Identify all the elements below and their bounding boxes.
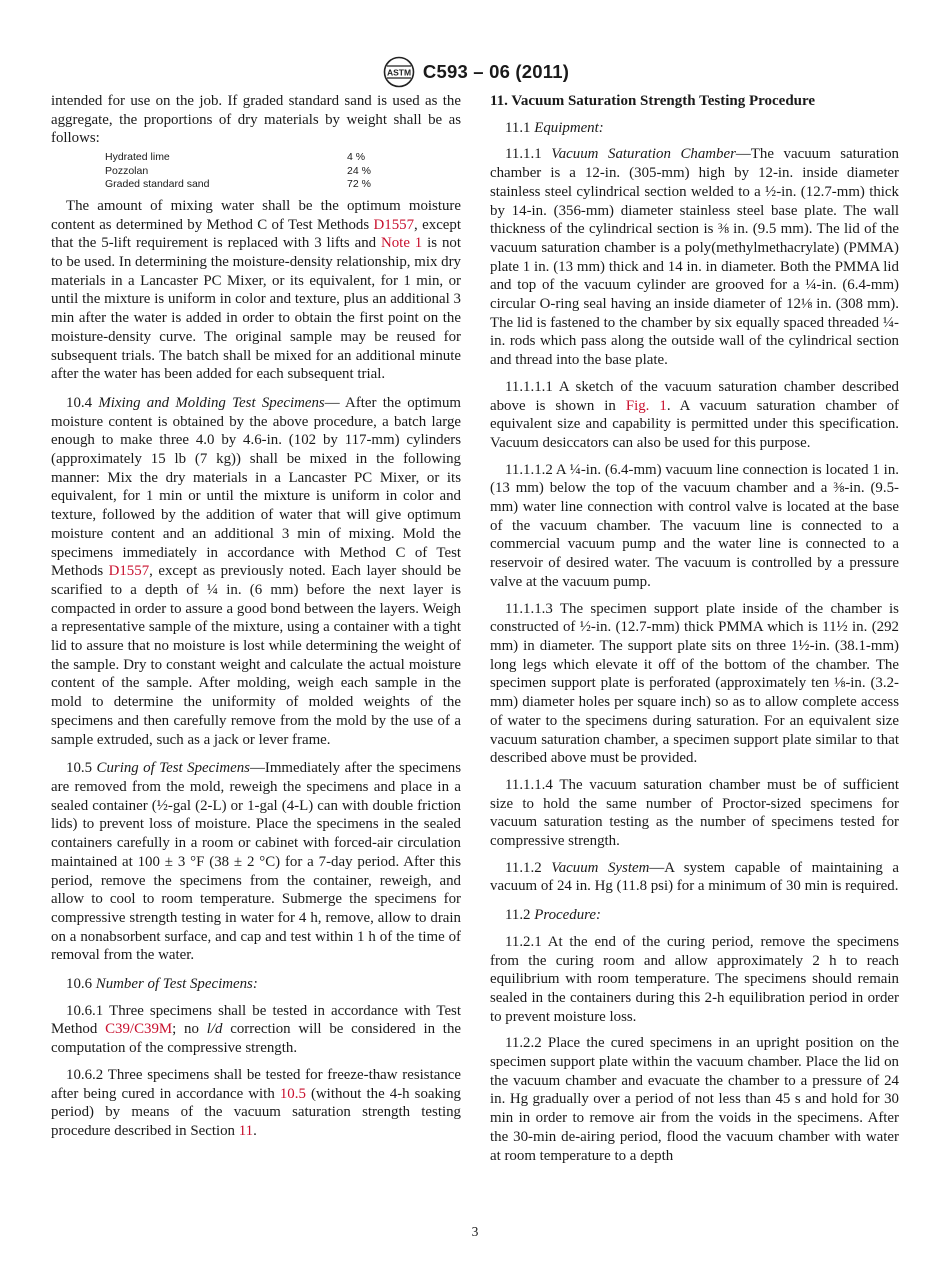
section-11-heading: 11. Vacuum Saturation Strength Testing Procedure [490,93,816,109]
link-section-11[interactable]: 11 [238,1122,254,1139]
link-d1557[interactable]: D1557 [108,563,150,580]
page-header [0,54,950,90]
section-11-2: 11.2 Procedure: [505,907,601,924]
section-10-5: 10.5 Curing of Test Specimens—Immediately after the specimens are removed from the mold, reweigh the specimens and place in a sealed container (½-gal (2-L) or 1-gal (4-L) can with double friction lids) to prevent loss of moisture. Place the specimens in the sealed containers carefully in a room or cabinet with forced-air circulation maintained at 100 ± 3 °F (38 ± 2 °C) for a 7-day period. After this period, remove the specimens from the container, reweigh, and allow to cool to room temperature. Submerge the specimens for compressive strength testing in water for 4 h, remove, allow to drain on a nonabsorbent surface, and cap and test within 1 h of the time of removal from the water. [51,760,461,964]
link-d1557[interactable]: D1557 [373,216,415,233]
section-11-1-2: 11.1.2 Vacuum System—A system capable of maintaining a vacuum of 24 in. Hg (11.8 psi) for a minimum of 30 min is required. [490,859,899,895]
mixture-name: Graded standard sand [105,178,210,191]
astm-logo-icon [381,56,417,88]
link-c39[interactable]: C39/C39M [105,1021,173,1038]
svg-text:ASTM: ASTM [386,67,411,78]
right-column [490,92,899,1165]
section-11-1-1-3: 11.1.1.3 The specimen support plate inside of the chamber is constructed of ½-in. (12.7-mm) thick PMMA which is 11½ in. (292 mm) in diameter. The support plate sits on three 1½-in. (38.1-mm) long legs which elevate it off of the bottom of the chamber. The specimen support plate is perforated (approximately ten ⅛-in. (3.2-mm) diameter holes per square inch) so as to allow complete access of water to the specimens during saturation. For an equivalent size vacuum saturation chamber, a specimen support plate similar to that described above must be provided. [490,600,899,767]
link-section-10-5[interactable]: 10.5 [279,1085,306,1102]
paragraph-mixing-water: The amount of mixing water shall be the optimum moisture content as determined by Method C of Test Methods D1557, except that the 5-lift requirement is replaced with 3 lifts and Note 1 is not to be used. In determining the moisture-density relationship, mix dry materials in a Lancaster PC Mixer, or its equivalent, for 1 min, or until the mixture is uniform in color and texture, plus an additional 3 min after the water is added in order to obtain the first point on the moisture-density curve. The original sample may be reused for subsequent trials. The batch shall be mixed for an additional minute after the water has been added for each subsequent trial. [51,197,461,383]
link-note-1[interactable]: Note 1 [380,235,423,252]
section-11-1: 11.1 Equipment: [505,119,604,136]
mixture-row [105,178,461,192]
left-column [51,92,461,1141]
mixture-name: Pozzolan [105,164,149,177]
section-10-4: 10.4 Mixing and Molding Test Specimens— After the optimum moisture content is obtained by the above procedure, a batch large enough to make three 4.0 by 4.6-in. (102 by 117-mm) cylinders (approximately 15 lb (7 kg)) shall be mixed in the following manner: Mix the dry materials in a Lancaster PC Mixer, or its equivalent, for 1 min or until the mixture is uniform in color and texture, followed by the addition of water that will give optimum moisture content and an additional 3 min of mixing. Mold the specimens immediately in accordance with Method C of Test Methods D1557, except as previously noted. Each layer should be scarified to a depth of ¼ in. (6 mm) before the next layer is compacted in order to assure a good bond between the layers. Weigh a representative sample of the mixture, using a container with a tight lid to assure that no moisture is lost while determining the weight of the sample. Dry to constant weight and calculate the actual moisture content of the sample. After molding, weigh each sample in the mold to determine the uniformity of molded weights of the specimens and then carefully remove from the mold by the use of a sample extruded, such as a jack or lever frame. [51,394,461,748]
mixture-value: 72 % [347,178,371,191]
section-10-6: 10.6 Number of Test Specimens: [66,976,258,993]
mixture-value: 24 % [347,164,371,177]
link-fig-1[interactable]: Fig. 1 [625,397,667,414]
section-11-2-2: 11.2.2 Place the cured specimens in an upright position on the specimen support plate within the vacuum chamber. Place the lid on the vacuum chamber and evacuate the chamber to a pressure of 24 in. Hg gradually over a period of not less than 45 s and hold for 30 min in order to remove air from the voids in the specimens. After the 30-min de-airing period, flood the vacuum chamber with water at room temperature to a depth [490,1035,899,1164]
mixture-proportions-table [105,151,461,192]
section-10-6-2: 10.6.2 Three specimens shall be tested for freeze-thaw resistance after being cured in accordance with 10.5 (without the 4-h soaking period) by means of the vacuum saturation strength testing procedure described in Section 11. [51,1066,462,1139]
section-11-1-1-1: 11.1.1.1 A sketch of the vacuum saturation chamber described above is shown in Fig. 1. A vacuum saturation chamber of equivalent size and capability is permitted under this specification. Vacuum desiccators can also be used for this purpose. [490,378,900,451]
section-10-6-1: 10.6.1 Three specimens shall be tested in accordance with Test Method C39/C39M; no l/d correction will be considered in the computation of the compressive strength. [51,1002,461,1057]
section-11-2-1: 11.2.1 At the end of the curing period, remove the specimens from the curing room and allow approximately 2 h to reach equilibrium with room temperature. The specimens should remain sealed in the containers during this 2-h equilibration period in order to prevent moisture loss. [490,933,900,1025]
mixture-value: 4 % [347,151,366,164]
mixture-row [105,165,461,179]
section-11-1-1-2: 11.1.1.2 A ¼-in. (6.4-mm) vacuum line connection is located 1 in. (13 mm) below the top of the vacuum chamber and a ⅜-in. (9.5-mm) water line connection with control valve is located at the base of the vacuum chamber. The vacuum line is connected to a commercial vacuum pump and the water line is connected to a reservoir of desired water. The vacuum is controlled by a pressure valve at the vacuum pump. [490,461,899,590]
mixture-row [105,151,461,165]
section-11-1-1: 11.1.1 Vacuum Saturation Chamber—The vacuum saturation chamber is a 12-in. (305-mm) high by 12-in. inside diameter stainless steel cylindrical section welded to a ½-in. (12.7-mm) thick by 14-in. (356-mm) diameter stainless steel base plate. The wall thickness of the cylindrical section is ⅜ in. (9.5 mm). The lid of the vacuum saturation chamber is a poly(methylmethacrylate) (PMMA) plate 1 in. (13 mm) thick and 14 in. in diameter. Both the PMMA lid and top of the vacuum cylinder are grooved for a ¼-in. (6.4-mm) circular O-ring seal having an inside diameter of 12⅛ in. (308 mm). The lid is fastened to the chamber by six equally spaced threaded ¼-in. rods which pass along the outside wall of the cylindrical section and thread into the base plate. [490,146,899,369]
section-11-1-1-4: 11.1.1.4 The vacuum saturation chamber must be of sufficient size to hold the same number of Proctor-sized specimens for vacuum saturation testing as the number of specimens tested for compressive strength. [490,776,899,850]
standard-designation: C593 – 06 (2011) [422,61,570,82]
paragraph-intended-use: intended for use on the job. If graded standard sand is used as the aggregate, the proportions of dry materials by weight shall be as follows: [51,93,461,147]
mixture-name: Hydrated lime [105,151,170,164]
page-number: 3 [471,1224,479,1239]
